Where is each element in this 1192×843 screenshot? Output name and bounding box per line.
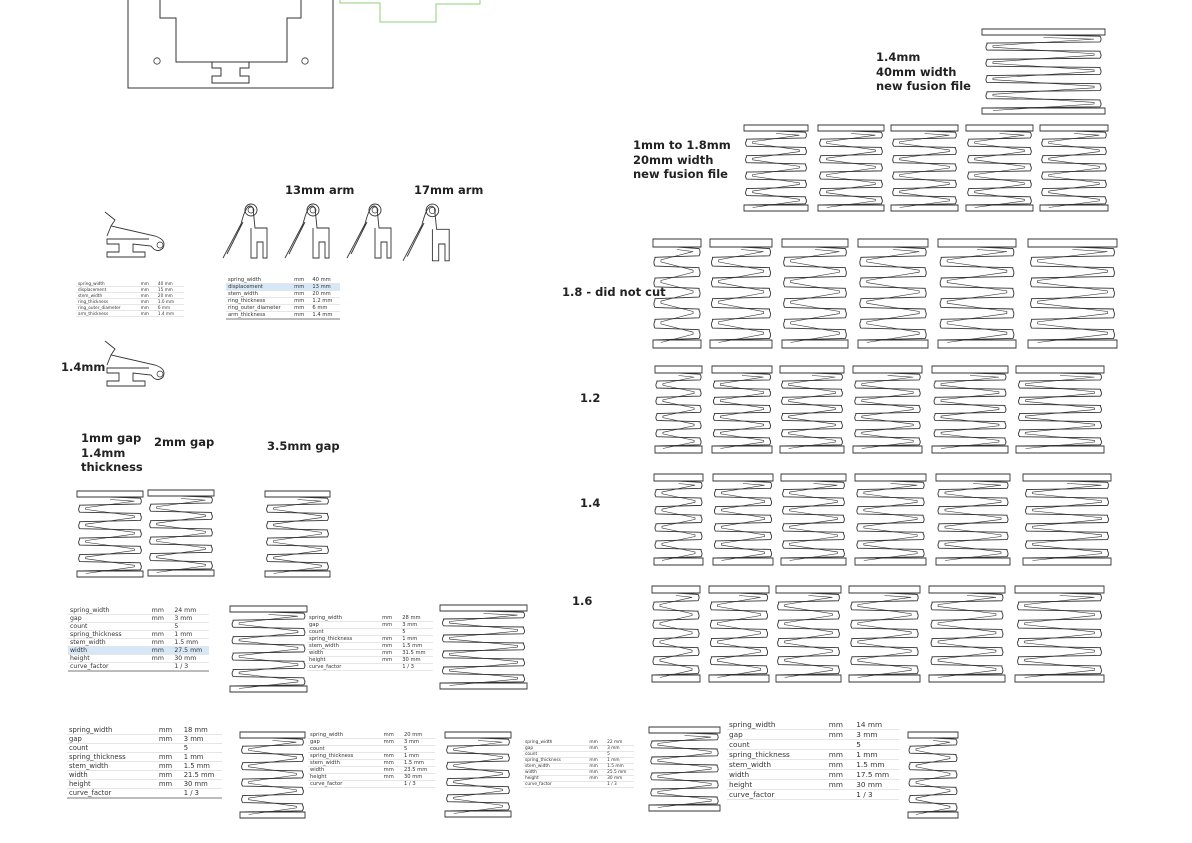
param-name: curve_factor <box>307 664 380 671</box>
param-value: 20 mm <box>156 293 184 299</box>
param-row <box>727 740 899 750</box>
param-unit: mm <box>380 622 400 629</box>
param-unit: mm <box>292 312 310 320</box>
param-value: 27.5 mm <box>172 647 209 655</box>
param-row <box>308 760 435 767</box>
spring-part <box>744 125 808 211</box>
spring-part <box>858 239 928 348</box>
spring-part <box>240 732 305 818</box>
param-name: stem_width <box>76 293 139 299</box>
spring-part <box>230 606 307 692</box>
param-unit <box>150 663 173 672</box>
param-name: gap <box>67 735 157 744</box>
param-name: arm_thickness <box>226 312 292 320</box>
param-value: 13 mm <box>310 284 340 291</box>
param-name: height <box>308 774 382 781</box>
param-name: ring_outer_diameter <box>76 305 139 311</box>
param-value: 3 mm <box>172 615 209 623</box>
gap-35-label: 3.5mm gap <box>267 439 340 453</box>
param-name: gap <box>68 615 150 623</box>
param-unit: mm <box>382 739 402 746</box>
param-name: stem_width <box>68 639 150 647</box>
spring-part <box>1016 366 1104 453</box>
spring-part <box>1028 239 1117 348</box>
param-name: spring_width <box>523 740 587 746</box>
fusion-14-label: 1.4mm 40mm width new fusion file <box>876 50 971 93</box>
param-name: height <box>67 780 157 789</box>
spring-part <box>966 125 1033 211</box>
param-name: height <box>727 780 827 790</box>
param-value: 40 mm <box>156 281 184 287</box>
param-unit: mm <box>587 776 605 782</box>
param-value: 1.5 mm <box>182 762 222 771</box>
param-row <box>727 730 899 740</box>
arm-hinge-part <box>223 204 267 258</box>
param-unit: mm <box>150 631 173 639</box>
param-unit <box>380 664 400 671</box>
row-18-label: 1.8 - did not cut <box>562 285 666 299</box>
mounting-hole <box>154 58 160 64</box>
param-name: spring_thickness <box>523 758 587 764</box>
param-name: height <box>523 776 587 782</box>
param-value: 21.5 mm <box>182 771 222 780</box>
gap-1-label: 1mm gap 1.4mm thickness <box>81 431 143 474</box>
param-unit: mm <box>150 615 173 623</box>
param-row <box>727 760 899 770</box>
param-name: gap <box>523 746 587 752</box>
spring-part <box>148 490 214 576</box>
spring-part <box>982 29 1105 114</box>
param-value: 24 mm <box>172 607 209 615</box>
gap-2-label: 2mm gap <box>154 435 215 449</box>
param-unit: mm <box>380 650 400 657</box>
param-row <box>307 643 433 650</box>
param-name: width <box>307 650 380 657</box>
param-value: 28 mm <box>400 615 433 622</box>
param-value: 25.5 mm <box>605 770 634 776</box>
param-row <box>67 735 222 744</box>
arm-hinge-part <box>285 204 329 258</box>
param-unit: mm <box>587 740 605 746</box>
param-name: stem_width <box>67 762 157 771</box>
spring-part <box>1015 586 1104 682</box>
spring-part <box>849 586 920 682</box>
param-name: stem_width <box>523 764 587 770</box>
param-unit: mm <box>382 753 402 760</box>
param-row <box>68 623 209 631</box>
param-unit: mm <box>827 750 855 760</box>
param-value: 5 <box>402 746 435 753</box>
fusion-range-label: 1mm to 1.8mm 20mm width new fusion file <box>633 138 731 181</box>
param-value: 30 mm <box>172 655 209 663</box>
param-row <box>67 762 222 771</box>
param-name: count <box>307 629 380 636</box>
spring-part <box>855 474 926 565</box>
param-row <box>308 739 435 746</box>
param-value: 1.5 mm <box>402 760 435 767</box>
param-value: 1 mm <box>605 758 634 764</box>
param-row <box>727 770 899 780</box>
spring-part <box>938 239 1016 348</box>
param-row <box>67 771 222 780</box>
param-value: 3 mm <box>182 735 222 744</box>
param-name: count <box>67 744 157 753</box>
spring-part <box>818 125 884 211</box>
spring-part <box>652 586 700 682</box>
param-unit <box>827 790 855 800</box>
param-unit: mm <box>382 774 402 781</box>
param-row <box>307 657 433 664</box>
param-value: 5 <box>400 629 433 636</box>
param-name: spring_thickness <box>308 753 382 760</box>
param-unit: mm <box>382 732 402 739</box>
param-row <box>67 726 222 735</box>
param-row <box>727 720 899 730</box>
param-unit: mm <box>827 730 855 740</box>
param-value: 23.5 mm <box>402 767 435 774</box>
param-row <box>226 298 340 305</box>
param-name: spring_thickness <box>307 636 380 643</box>
param-unit <box>380 629 400 636</box>
param-row <box>307 622 433 629</box>
param-unit: mm <box>587 770 605 776</box>
spring-part <box>445 732 511 817</box>
param-value: 6 mm <box>156 305 184 311</box>
spring-part <box>853 366 922 453</box>
param-row <box>308 781 435 788</box>
param-unit: mm <box>139 287 156 293</box>
param-unit: mm <box>292 284 310 291</box>
param-unit: mm <box>292 277 310 284</box>
param-value: 3 mm <box>854 730 899 740</box>
spring-part <box>776 586 841 682</box>
param-row <box>727 790 899 800</box>
arm-hinge-part <box>347 204 391 258</box>
spring-part <box>440 605 527 689</box>
param-value: 5 <box>172 623 209 631</box>
param-unit <box>382 781 402 788</box>
param-value: 20 mm <box>402 732 435 739</box>
param-value: 1.5 mm <box>854 760 899 770</box>
arm-17-label: 17mm arm <box>414 183 484 197</box>
param-value: 1.4 mm <box>310 312 340 320</box>
param-unit: mm <box>587 758 605 764</box>
mounting-plate-outline <box>128 0 333 88</box>
param-value: 30 mm <box>182 780 222 789</box>
spring-part <box>710 239 772 348</box>
spring-part <box>1023 474 1111 565</box>
param-unit: mm <box>380 615 400 622</box>
param-unit: mm <box>150 655 173 663</box>
param-name: curve_factor <box>727 790 827 800</box>
param-value: 1 / 3 <box>400 664 433 671</box>
param-unit <box>157 744 182 753</box>
param-value: 18 mm <box>182 726 222 735</box>
param-unit: mm <box>380 657 400 664</box>
param-name: spring_thickness <box>68 631 150 639</box>
param-name: width <box>727 770 827 780</box>
param-row <box>307 636 433 643</box>
param-name: height <box>68 655 150 663</box>
ring-14-label: 1.4mm <box>61 360 106 374</box>
param-name: count <box>727 740 827 750</box>
param-value: 14 mm <box>854 720 899 730</box>
param-name: spring_width <box>308 732 382 739</box>
param-name: stem_width <box>727 760 827 770</box>
param-name: count <box>523 752 587 758</box>
spring-part <box>781 474 846 565</box>
param-row <box>68 663 209 672</box>
param-value: 1 mm <box>854 750 899 760</box>
param-row <box>307 664 433 671</box>
param-name: displacement <box>226 284 292 291</box>
param-unit: mm <box>382 767 402 774</box>
param-row <box>727 780 899 790</box>
param-unit: mm <box>139 281 156 287</box>
param-unit <box>150 623 173 631</box>
param-unit: mm <box>292 298 310 305</box>
param-unit: mm <box>157 771 182 780</box>
param-value: 1 / 3 <box>182 789 222 799</box>
param-unit: mm <box>827 770 855 780</box>
ring-hinge-part <box>105 212 164 257</box>
param-unit: mm <box>587 764 605 770</box>
param-value: 31.5 mm <box>400 650 433 657</box>
param-name: curve_factor <box>308 781 382 788</box>
param-table-14 <box>727 720 899 800</box>
param-row <box>67 789 222 799</box>
param-unit: mm <box>139 293 156 299</box>
param-unit: mm <box>139 311 156 317</box>
param-value: 22 mm <box>605 740 634 746</box>
param-unit: mm <box>157 762 182 771</box>
param-row <box>68 655 209 663</box>
spring-part <box>712 366 772 453</box>
spring-part <box>655 366 702 453</box>
param-value: 5 <box>854 740 899 750</box>
param-row <box>307 650 433 657</box>
spring-part <box>654 474 703 565</box>
ring-hinge-part <box>105 341 164 386</box>
row-12-label: 1.2 <box>580 391 601 405</box>
param-name: curve_factor <box>67 789 157 799</box>
param-row <box>68 607 209 615</box>
param-value: 30 mm <box>854 780 899 790</box>
green-outline-partial <box>340 0 480 22</box>
param-name: height <box>307 657 380 664</box>
param-name: spring_width <box>727 720 827 730</box>
spring-part <box>649 727 720 811</box>
param-unit: mm <box>827 780 855 790</box>
spring-part <box>936 474 1010 565</box>
param-name: count <box>68 623 150 631</box>
spring-part <box>908 732 958 818</box>
spring-part <box>77 491 143 577</box>
spring-part <box>782 239 848 348</box>
param-value: 1.5 mm <box>400 643 433 650</box>
param-row <box>68 647 209 655</box>
param-name: width <box>68 647 150 655</box>
param-name: spring_width <box>226 277 292 284</box>
param-table-24 <box>68 607 209 672</box>
param-value: 5 <box>605 752 634 758</box>
param-name: width <box>67 771 157 780</box>
param-value: 40 mm <box>310 277 340 284</box>
param-value: 30 mm <box>402 774 435 781</box>
param-value: 3 mm <box>605 746 634 752</box>
param-unit: mm <box>380 643 400 650</box>
param-name: count <box>308 746 382 753</box>
param-name: displacement <box>76 287 139 293</box>
mounting-hole <box>302 58 308 64</box>
param-unit: mm <box>150 647 173 655</box>
param-unit <box>587 782 605 788</box>
spring-part <box>929 586 1005 682</box>
param-value: 6 mm <box>310 305 340 312</box>
param-unit: mm <box>587 746 605 752</box>
param-value: 1.2 mm <box>310 298 340 305</box>
param-name: width <box>523 770 587 776</box>
param-row <box>727 750 899 760</box>
param-value: 17.5 mm <box>854 770 899 780</box>
param-value: 20 mm <box>310 291 340 298</box>
param-row <box>68 615 209 623</box>
param-row <box>226 284 340 291</box>
param-unit: mm <box>157 735 182 744</box>
param-name: spring_width <box>68 607 150 615</box>
param-value: 1.4 mm <box>156 311 184 317</box>
param-unit: mm <box>139 299 156 305</box>
param-name: ring_outer_diameter <box>226 305 292 312</box>
param-row <box>67 780 222 789</box>
param-unit: mm <box>139 305 156 311</box>
param-table-22 <box>523 740 634 788</box>
param-value: 5 <box>182 744 222 753</box>
param-value: 1 / 3 <box>605 782 634 788</box>
param-row <box>76 311 184 317</box>
param-name: curve_factor <box>523 782 587 788</box>
param-unit: mm <box>827 720 855 730</box>
spring-part <box>713 474 773 565</box>
param-table-20 <box>308 732 435 788</box>
param-unit: mm <box>150 639 173 647</box>
spring-part <box>1040 125 1108 211</box>
param-name: stem_width <box>307 643 380 650</box>
param-name: gap <box>727 730 827 740</box>
param-unit: mm <box>827 760 855 770</box>
param-value: 3 mm <box>400 622 433 629</box>
param-row <box>226 291 340 298</box>
param-row <box>67 753 222 762</box>
spring-part <box>891 125 958 211</box>
spring-part <box>780 366 844 453</box>
param-row <box>68 639 209 647</box>
param-name: spring_width <box>76 281 139 287</box>
row-16-label: 1.6 <box>572 594 593 608</box>
param-unit: mm <box>382 760 402 767</box>
param-unit: mm <box>157 780 182 789</box>
param-value: 1.5 mm <box>172 639 209 647</box>
param-value: 1 / 3 <box>172 663 209 672</box>
param-name: gap <box>308 739 382 746</box>
param-unit: mm <box>150 607 173 615</box>
param-name: spring_thickness <box>727 750 827 760</box>
param-unit: mm <box>292 291 310 298</box>
param-name: spring_width <box>67 726 157 735</box>
param-name: arm_thickness <box>76 311 139 317</box>
param-value: 30 mm <box>400 657 433 664</box>
param-row <box>308 774 435 781</box>
param-name: ring_thickness <box>226 298 292 305</box>
param-name: spring_width <box>307 615 380 622</box>
param-row <box>308 746 435 753</box>
param-table-ring-small <box>76 281 184 317</box>
param-row <box>226 312 340 320</box>
param-name: gap <box>307 622 380 629</box>
param-value: 1 mm <box>182 753 222 762</box>
param-unit: mm <box>157 753 182 762</box>
param-unit: mm <box>157 726 182 735</box>
param-name: stem_width <box>308 760 382 767</box>
param-row <box>67 744 222 753</box>
param-name: width <box>308 767 382 774</box>
param-unit <box>827 740 855 750</box>
arm-hinge-part <box>403 204 449 261</box>
spring-part <box>265 491 330 577</box>
param-unit <box>157 789 182 799</box>
param-row <box>226 305 340 312</box>
param-value: 1.5 mm <box>605 764 634 770</box>
param-row <box>307 629 433 636</box>
param-value: 15 mm <box>156 287 184 293</box>
param-name: spring_thickness <box>67 753 157 762</box>
param-value: 30 mm <box>605 776 634 782</box>
spring-part <box>709 586 769 682</box>
arm-13-label: 13mm arm <box>285 183 355 197</box>
param-row <box>523 782 634 788</box>
param-table-28 <box>307 615 433 671</box>
param-unit: mm <box>380 636 400 643</box>
param-value: 1 / 3 <box>402 781 435 788</box>
param-unit: mm <box>292 305 310 312</box>
param-name: curve_factor <box>68 663 150 672</box>
param-row <box>308 767 435 774</box>
param-name: ring_thickness <box>76 299 139 305</box>
param-value: 1.0 mm <box>156 299 184 305</box>
param-value: 1 mm <box>402 753 435 760</box>
param-table-18 <box>67 726 222 799</box>
param-row <box>308 753 435 760</box>
spring-part <box>932 366 1008 453</box>
param-value: 1 / 3 <box>854 790 899 800</box>
param-row <box>68 631 209 639</box>
param-name: stem_width <box>226 291 292 298</box>
row-14-label: 1.4 <box>580 496 601 510</box>
param-unit <box>382 746 402 753</box>
param-table-arm <box>226 277 340 320</box>
param-value: 1 mm <box>172 631 209 639</box>
param-value: 3 mm <box>402 739 435 746</box>
param-value: 1 mm <box>400 636 433 643</box>
